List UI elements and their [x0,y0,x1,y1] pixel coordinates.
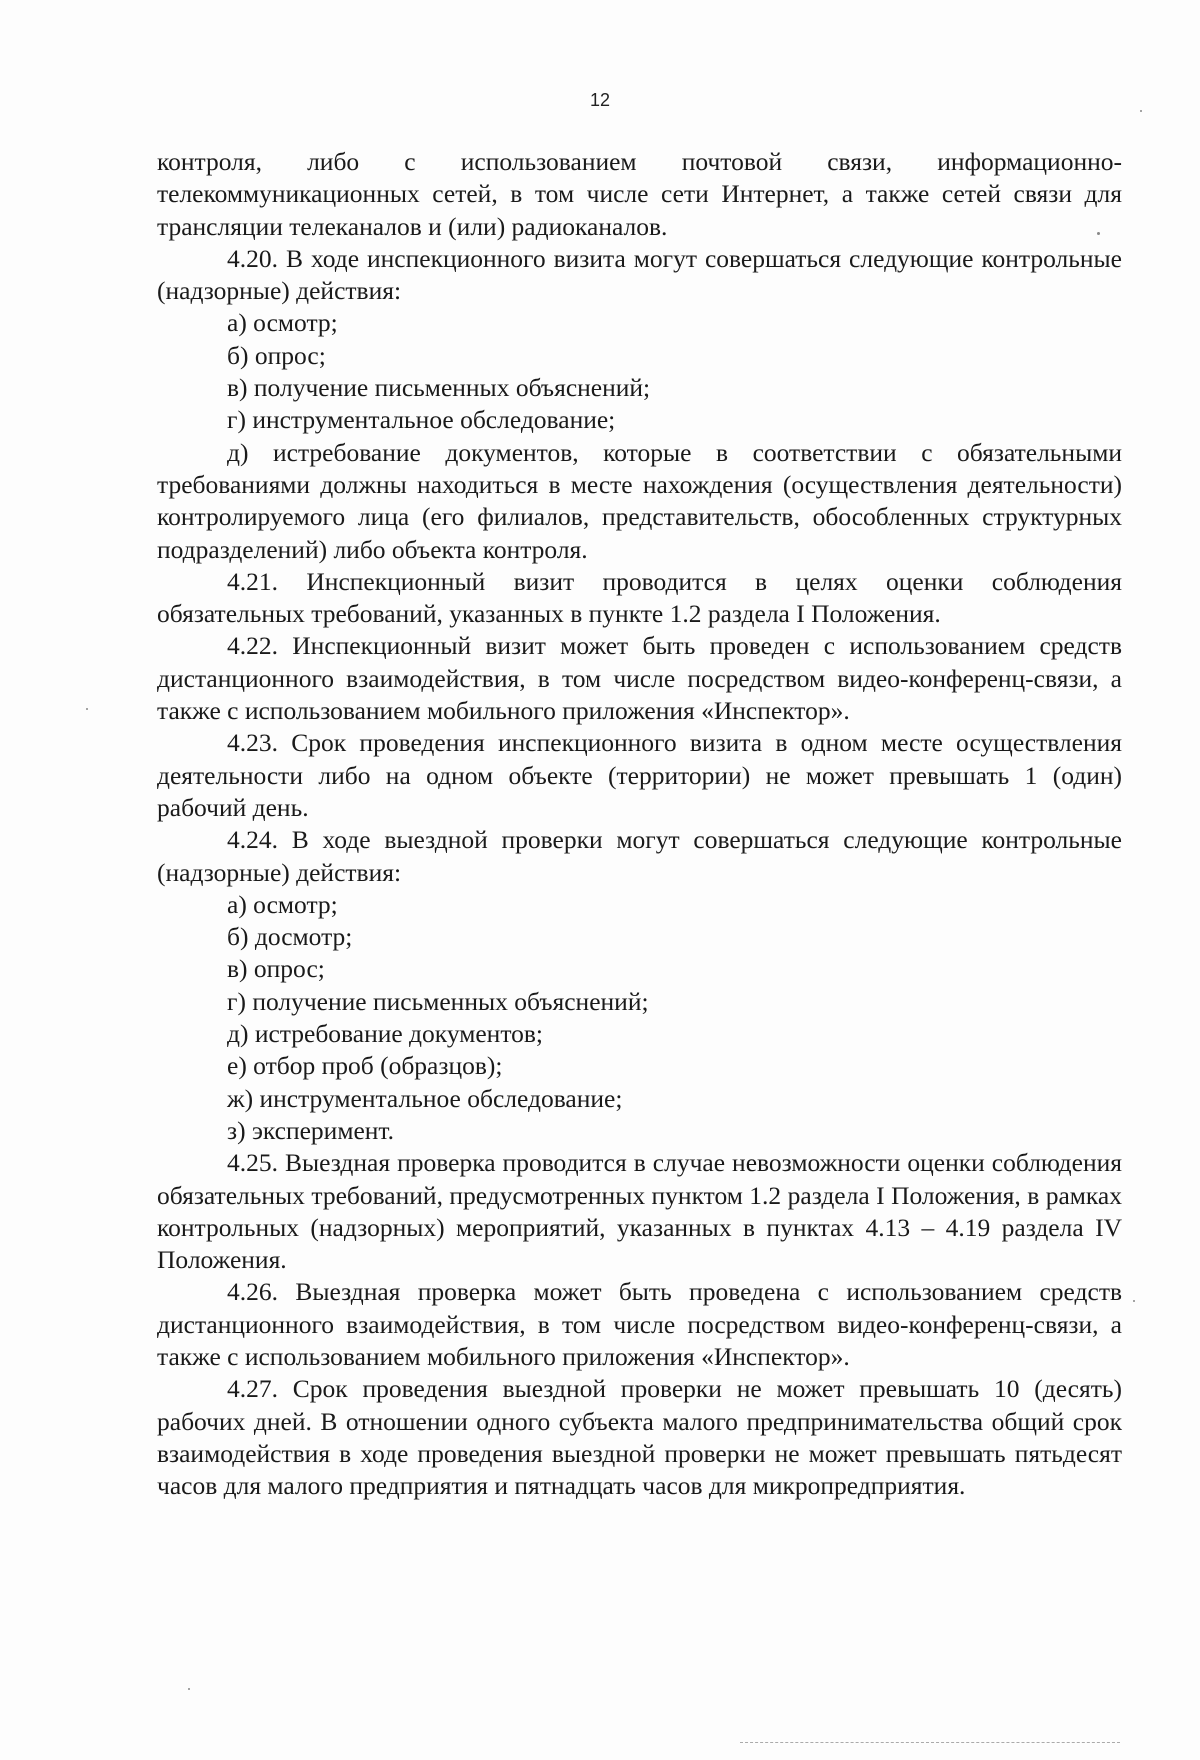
list-item: ж) инструментальное обследование; [227,1083,623,1113]
document-body [157,146,1122,1502]
paragraph-4-21: 4.21. Инспекционный визит проводится в целях оценки соблюдения обязательных требований, указанных в пункте 1.2 раздела I Положения. [157,566,1122,629]
list-item: г) инструментальное обследование; [227,405,616,435]
list-item: д) истребование документов; [227,1019,544,1049]
paragraph-4-27: 4.27. Срок проведения выездной проверки не может превышать 10 (десять) рабочих дней. В отношении одного субъекта малого предпринимательства общий срок взаимодействия в ходе проведения выездной проверки не может превышать пятьдесят часов для малого предприятия и пятнадцать часов для микропредприятия. [157,1374,1122,1501]
list-item-long: д) истребование документов, которые в соответствии с обязательными требованиями должны находиться в месте нахождения (осуществления деятельности) контролируемого лица (его филиалов, представительств, обособленных структурных подразделений) либо объекта контроля. [157,437,1122,564]
paragraph: контроля, либо с использованием почтовой связи, информационно-телекоммуникационных сетей, в том числе сети Интернет, а также сетей связи для трансляции телеканалов и (или) радиоканалов. [157,147,1122,241]
list-item: з) эксперимент. [227,1115,395,1145]
scan-edge-line [740,1742,1120,1744]
list-item: б) досмотр; [227,922,353,952]
page-number: 12 [589,90,611,110]
list-item: е) отбор проб (образцов); [227,1051,503,1081]
paragraph-4-24: 4.24. В ходе выездной проверки могут совершаться следующие контрольные (надзорные) действия: [157,825,1122,887]
list-item: а) осмотр; [227,889,338,919]
list-item: б) опрос; [227,340,326,370]
list-item: в) опрос; [227,954,325,984]
list-item: в) получение письменных объяснений; [227,373,651,403]
paragraph-4-23: 4.23. Срок проведения инспекционного визита в одном месте осуществления деятельности либо на одном объекте (территории) не может превышать 1 (один) рабочий день. [157,728,1122,822]
paragraph-4-26: 4.26. Выездная проверка может быть проведена с использованием средств дистанционного взаимодействия, в том числе посредством видео-конференц-связи, а также с использованием мобильного приложения «Инспектор». [157,1277,1122,1371]
paragraph-4-25: 4.25. Выездная проверка проводится в случае невозможности оценки соблюдения обязательных требований, предусмотренных пунктом 1.2 раздела I Положения, в рамках контрольных (надзорных) мероприятий, указанных в пунктах 4.13 – 4.19 раздела IV Положения. [157,1148,1122,1275]
list-item: а) осмотр; [227,308,338,338]
paragraph-4-20: 4.20. В ходе инспекционного визита могут совершаться следующие контрольные (надзорные) действия: [157,243,1122,306]
list-item: г) получение письменных объяснений; [227,986,649,1016]
paragraph-4-22: 4.22. Инспекционный визит может быть проведен с использованием средств дистанционного взаимодействия, в том числе посредством видео-конференц-связи, а также с использованием мобильного приложения «Инспектор». [157,631,1122,726]
